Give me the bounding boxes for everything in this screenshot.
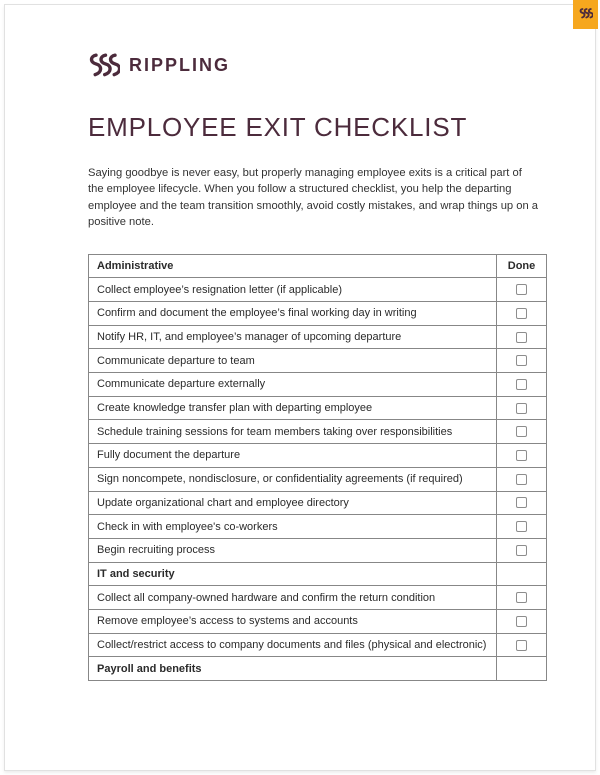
task-label: Sign noncompete, nondisclosure, or confidentiality agreements (if required) <box>89 467 497 491</box>
checklist-row <box>89 349 547 373</box>
checkbox[interactable] <box>516 379 527 390</box>
task-label: Begin recruiting process <box>89 538 497 562</box>
section-title: Administrative <box>89 254 497 278</box>
checkbox[interactable] <box>516 284 527 295</box>
section-title: IT and security <box>89 562 497 586</box>
done-cell <box>497 278 547 302</box>
task-label: Collect all company-owned hardware and confirm the return condition <box>89 586 497 610</box>
checklist-row <box>89 609 547 633</box>
task-label: Create knowledge transfer plan with departing employee <box>89 396 497 420</box>
done-cell <box>497 467 547 491</box>
done-cell <box>497 633 547 657</box>
task-label: Communicate departure to team <box>89 349 497 373</box>
rippling-mark-icon <box>579 6 593 24</box>
task-label: Collect/restrict access to company documents and files (physical and electronic) <box>89 633 497 657</box>
checklist-row <box>89 302 547 326</box>
done-cell <box>497 373 547 397</box>
intro-paragraph: Saying goodbye is never easy, but properly managing employee exits is a critical part of the employee lifecycle. When you follow a structured checklist, you help the departing employee and the team transition smoothly, avoid costly mistakes, and wrap things up on a positive note. <box>88 167 539 229</box>
checkbox[interactable] <box>516 426 527 437</box>
checklist-row <box>89 515 547 539</box>
section-header-row <box>89 254 547 278</box>
checkbox[interactable] <box>516 474 527 485</box>
done-cell <box>497 420 547 444</box>
document-page <box>4 4 596 771</box>
checklist-row <box>89 586 547 610</box>
checkbox[interactable] <box>516 521 527 532</box>
checkbox[interactable] <box>516 308 527 319</box>
section-header-row <box>89 562 547 586</box>
rippling-corner-badge <box>573 0 598 29</box>
task-label: Collect employee’s resignation letter (if applicable) <box>89 278 497 302</box>
task-label: Confirm and document the employee’s final working day in writing <box>89 302 497 326</box>
task-label: Update organizational chart and employee directory <box>89 491 497 515</box>
checklist-row <box>89 373 547 397</box>
checkbox[interactable] <box>516 640 527 651</box>
checklist-row <box>89 278 547 302</box>
done-cell <box>497 515 547 539</box>
done-cell <box>497 444 547 468</box>
page-title: EMPLOYEE EXIT CHECKLIST <box>88 112 468 142</box>
checklist-row <box>89 633 547 657</box>
rippling-logo <box>88 52 558 78</box>
rippling-waves-icon <box>88 53 120 78</box>
done-cell <box>497 325 547 349</box>
task-label: Communicate departure externally <box>89 373 497 397</box>
checkbox[interactable] <box>516 592 527 603</box>
done-cell <box>497 609 547 633</box>
checklist-row <box>89 491 547 515</box>
section-header-row <box>89 657 547 681</box>
task-label: Check in with employee's co-workers <box>89 515 497 539</box>
checkbox[interactable] <box>516 403 527 414</box>
checklist-row <box>89 538 547 562</box>
section-title: Payroll and benefits <box>89 657 497 681</box>
checklist-row <box>89 444 547 468</box>
checklist-row <box>89 420 547 444</box>
checkbox[interactable] <box>516 497 527 508</box>
empty-done-cell <box>497 562 547 586</box>
done-cell <box>497 538 547 562</box>
checklist-row <box>89 467 547 491</box>
checkbox[interactable] <box>516 355 527 366</box>
empty-done-cell <box>497 657 547 681</box>
done-cell <box>497 491 547 515</box>
checklist-table <box>88 254 547 681</box>
checkbox[interactable] <box>516 616 527 627</box>
done-column-header: Done <box>497 254 547 278</box>
checklist-row <box>89 396 547 420</box>
checkbox[interactable] <box>516 332 527 343</box>
checkbox[interactable] <box>516 450 527 461</box>
task-label: Remove employee’s access to systems and accounts <box>89 609 497 633</box>
task-label: Fully document the departure <box>89 444 497 468</box>
done-cell <box>497 586 547 610</box>
done-cell <box>497 396 547 420</box>
task-label: Notify HR, IT, and employee’s manager of upcoming departure <box>89 325 497 349</box>
checkbox[interactable] <box>516 545 527 556</box>
checklist-row <box>89 325 547 349</box>
done-cell <box>497 349 547 373</box>
done-cell <box>497 302 547 326</box>
document-content <box>88 5 558 681</box>
task-label: Schedule training sessions for team members taking over responsibilities <box>89 420 497 444</box>
rippling-logo-text: RIPPLING <box>129 54 231 75</box>
